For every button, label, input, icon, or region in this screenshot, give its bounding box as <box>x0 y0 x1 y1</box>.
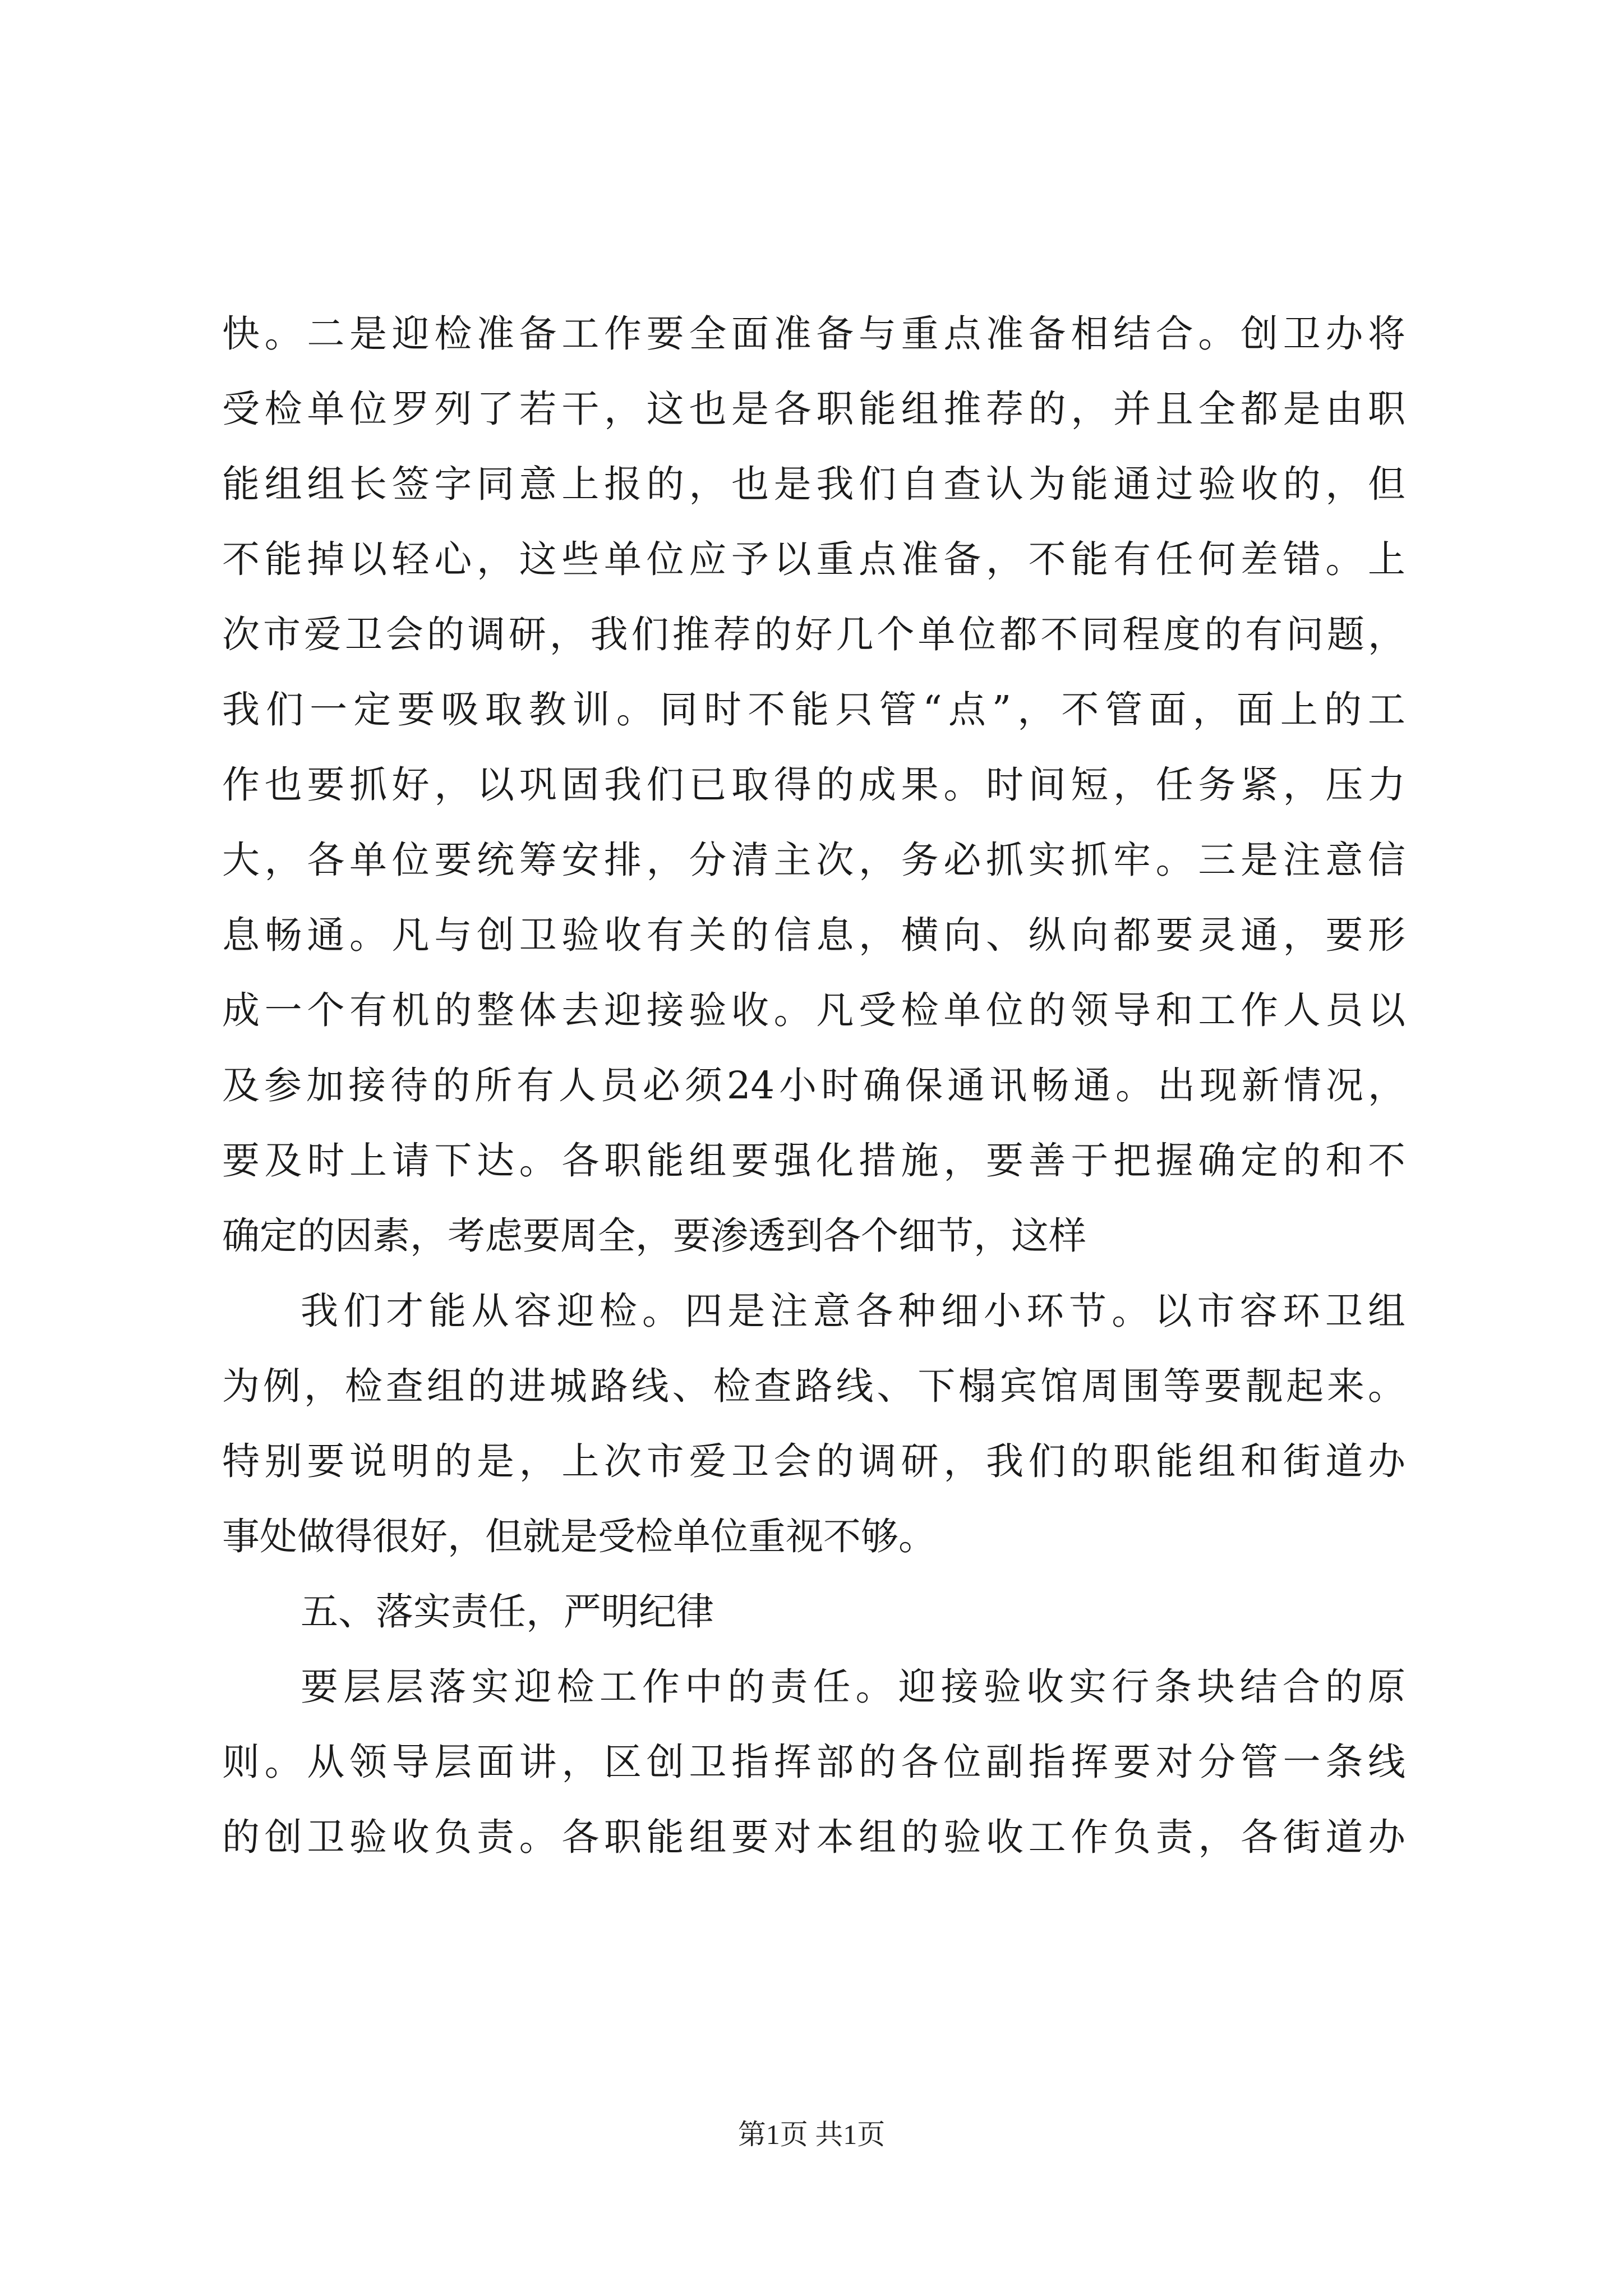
text-line: 特别要说明的是，上次市爱卫会的调研，我们的职能组和街道办 <box>222 1439 1405 1483</box>
document-body <box>222 296 1405 1875</box>
text-line: 的创卫验收负责。各职能组要对本组的验收工作负责，各街道办 <box>222 1815 1405 1859</box>
text-line: 次市爱卫会的调研，我们推荐的好几个单位都不同程度的有问题， <box>222 613 1405 656</box>
text-line: 受检单位罗列了若干，这也是各职能组推荐的，并且全都是由职 <box>222 387 1405 431</box>
text-line: 则。从领导层面讲，区创卫指挥部的各位副指挥要对分管一条线 <box>222 1740 1405 1784</box>
text-line: 快。二是迎检准备工作要全面准备与重点准备相结合。创卫办将 <box>222 312 1405 356</box>
text-line: 成一个有机的整体去迎接验收。凡受检单位的领导和工作人员以 <box>222 988 1405 1032</box>
text-line: 我们一定要吸取教训。同时不能只管“点”，不管面，面上的工 <box>222 688 1405 731</box>
text-line: 事处做得很好，但就是受检单位重视不够。 <box>222 1515 936 1558</box>
text-line: 要层层落实迎检工作中的责任。迎接验收实行条块结合的原 <box>301 1665 1405 1709</box>
text-line: 确定的因素，考虑要周全，要渗透到各个细节，这样 <box>222 1214 1086 1258</box>
section-heading: 五、落实责任，严明纪律 <box>301 1590 714 1634</box>
text-line: 要及时上请下达。各职能组要强化措施，要善于把握确定的和不 <box>222 1139 1405 1182</box>
text-line: 大，各单位要统筹安排，分清主次，务必抓实抓牢。三是注意信 <box>222 838 1405 882</box>
text-line: 及参加接待的所有人员必须24小时确保通讯畅通。出现新情况， <box>222 1064 1405 1107</box>
text-line: 我们才能从容迎检。四是注意各种细小环节。以市容环卫组 <box>301 1289 1405 1333</box>
text-line: 作也要抓好，以巩固我们已取得的成果。时间短，任务紧，压力 <box>222 763 1405 807</box>
text-line: 能组组长签字同意上报的，也是我们自查认为能通过验收的，但 <box>222 462 1405 506</box>
text-line: 不能掉以轻心，这些单位应予以重点准备，不能有任何差错。上 <box>222 537 1405 581</box>
text-line: 为例，检查组的进城路线、检查路线、下榻宾馆周围等要靓起来。 <box>222 1364 1405 1408</box>
text-line: 息畅通。凡与创卫验收有关的信息，横向、纵向都要灵通，要形 <box>222 913 1405 957</box>
page-footer: 第1页 共1页 <box>737 2119 886 2150</box>
